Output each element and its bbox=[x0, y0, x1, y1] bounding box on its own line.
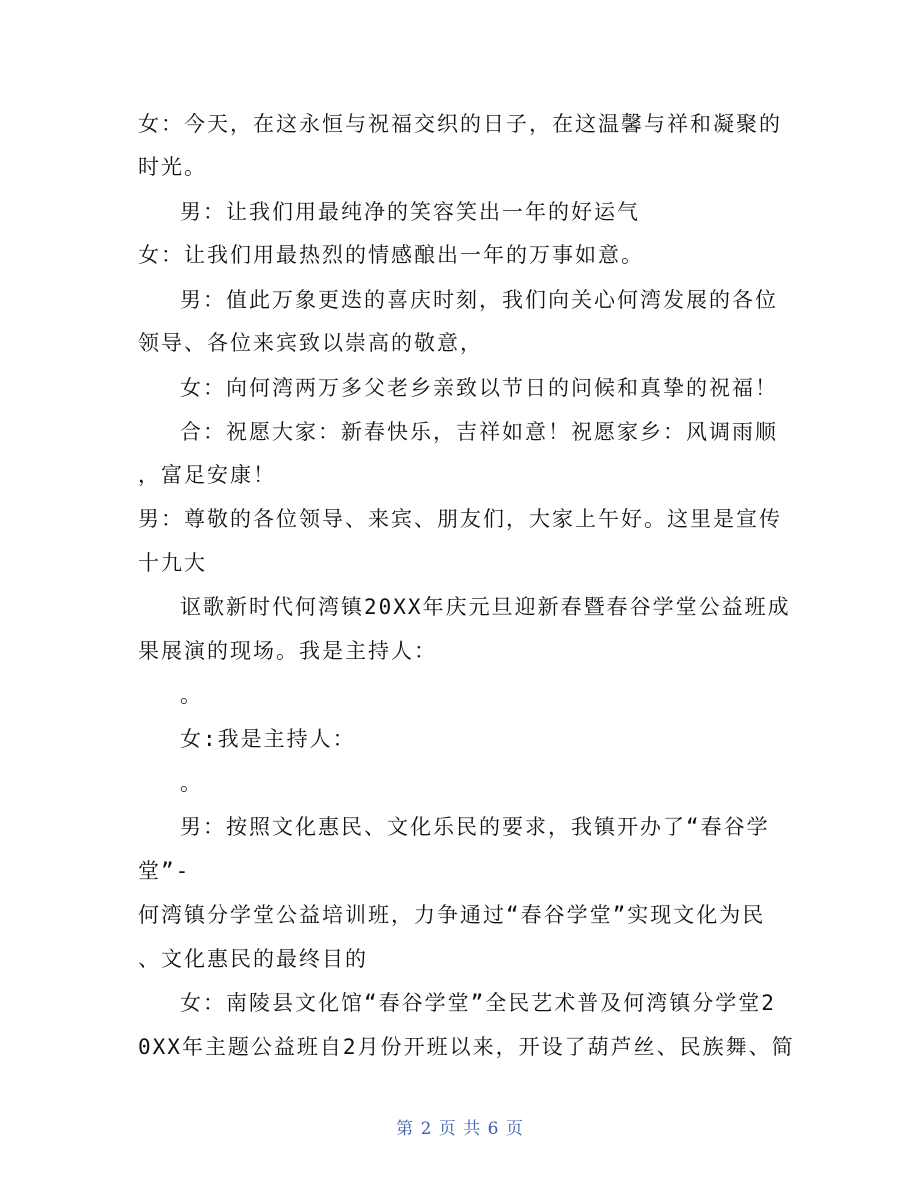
text-line: 堂”- bbox=[138, 859, 191, 883]
text-line: 讴歌新时代何湾镇20XX年庆元旦迎新春暨春谷学堂公益班成 bbox=[180, 595, 791, 619]
text-line: 十九大 bbox=[138, 551, 207, 575]
text-line: 女：让我们用最热烈的情感酿出一年的万事如意。 bbox=[138, 243, 644, 267]
text-line: 男：按照文化惠民、文化乐民的要求，我镇开办了“春谷学 bbox=[180, 815, 770, 839]
text-line: 时光。 bbox=[138, 155, 207, 179]
text-line: ，富足安康！ bbox=[138, 463, 276, 487]
text-line: 女：今天，在这永恒与祝福交织的日子，在这温馨与祥和凝聚的 bbox=[138, 112, 782, 136]
text-line: 。 bbox=[180, 771, 203, 795]
text-line: 男：让我们用最纯净的笑容笑出一年的好运气 bbox=[180, 200, 640, 224]
text-line: 。 bbox=[180, 683, 203, 707]
text-line: 、文化惠民的最终目的 bbox=[138, 947, 368, 971]
text-line: 女：南陵县文化馆“春谷学堂”全民艺术普及何湾镇分学堂2 bbox=[180, 991, 776, 1015]
text-line: 领导、各位来宾致以崇高的敬意， bbox=[138, 331, 483, 355]
text-line: 男：尊敬的各位领导、来宾、朋友们，大家上午好。这里是宣传 bbox=[138, 507, 782, 531]
text-line: 合：祝愿大家：新春快乐，吉祥如意！祝愿家乡：风调雨顺 bbox=[180, 420, 778, 444]
text-line: 果展演的现场。我是主持人： bbox=[138, 639, 437, 663]
page-number-footer: 第 2 页 共 6 页 bbox=[396, 1119, 524, 1139]
text-line: 0XX年主题公益班自2月份开班以来，开设了葫芦丝、民族舞、简 bbox=[138, 1035, 795, 1059]
text-line: 何湾镇分学堂公益培训班，力争通过“春谷学堂”实现文化为民 bbox=[138, 903, 766, 927]
text-line: 女：向何湾两万多父老乡亲致以节日的问候和真挚的祝福！ bbox=[180, 376, 778, 400]
text-line: 女:我是主持人： bbox=[180, 727, 356, 751]
text-line: 男：值此万象更迭的喜庆时刻，我们向关心何湾发展的各位 bbox=[180, 288, 778, 312]
